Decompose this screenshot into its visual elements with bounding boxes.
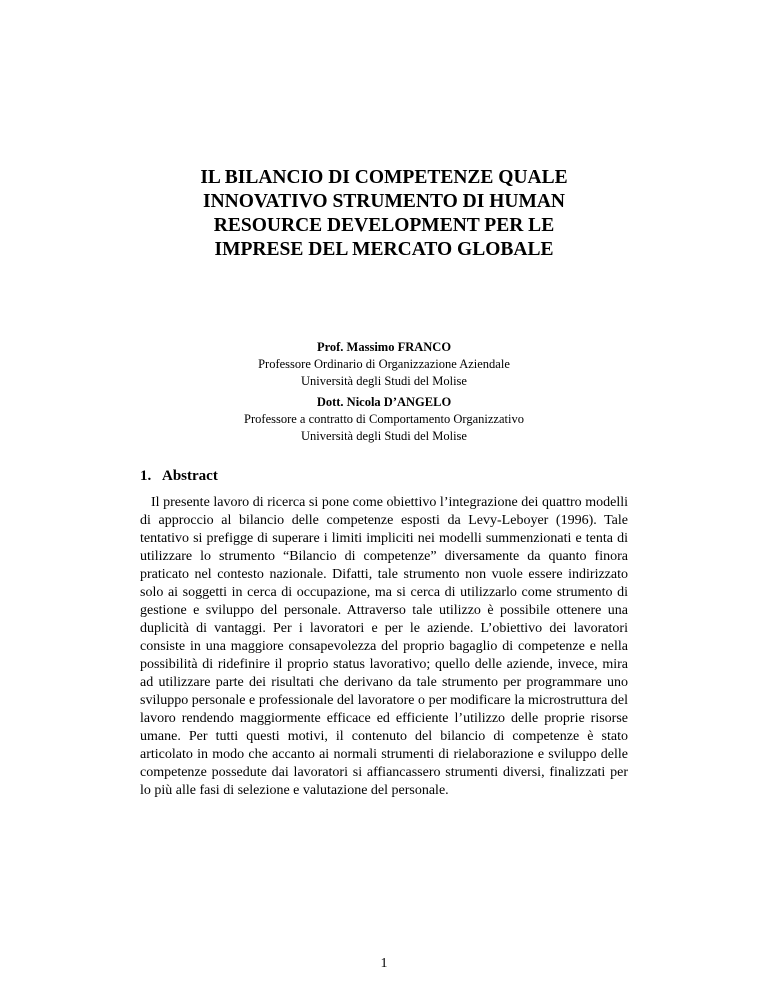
author-affiliation: Università degli Studi del Molise [301, 429, 467, 443]
page-number: 1 [380, 956, 388, 971]
section-number: 1. [140, 468, 152, 484]
title-line: IMPRESE DEL MERCATO GLOBALE [214, 239, 554, 260]
title-line: RESOURCE DEVELOPMENT PER LE [213, 215, 555, 236]
author-affiliation: Università degli Studi del Molise [301, 374, 467, 388]
author-block [134, 339, 634, 390]
author-role: Professore Ordinario di Organizzazione Aziendale [258, 357, 510, 371]
title-line: INNOVATIVO STRUMENTO DI HUMAN [202, 191, 566, 212]
section-heading [140, 467, 218, 485]
author-role: Professore a contratto di Comportamento Organizzativo [244, 412, 524, 426]
title-line: IL BILANCIO DI COMPETENZE QUALE [200, 167, 568, 188]
author-name: Dott. Nicola D’ANGELO [316, 395, 452, 409]
abstract-paragraph: Il presente lavoro di ricerca si pone come obiettivo l’integrazione dei quattro modelli di approccio al bilancio delle competenze esposti da Levy-Leboyer (1996). Tale tentativo si prefigge di superare i limiti impliciti nei modelli summenzionati e tenta di utilizzare lo strumento “Bilancio di competenze” diversamente da quanto finora praticato nel contesto nazionale. Difatti, tale strumento non vuole essere indirizzato solo ai soggetti in cerca di occupazione, ma si cerca di utilizzarlo come strumento di gestione e sviluppo del personale. Attraverso tale utilizzo è possibile ottenere una duplicità di vantaggi. Per i lavoratori e per le aziende. L’obiettivo dei lavoratori consiste in una maggiore consapevolezza del proprio bagaglio di competenze e nella possibilità di ridefinire il proprio status lavorativo; quello delle aziende, invece, mira ad utilizzare parte dei risultati che derivano da tale strumento per programmare uno sviluppo personale e professionale del lavoratore o per modificare la microstruttura del lavoro rendendo maggiormente efficace ed efficiente l’utilizzo delle proprie risorse umane. Per tutti questi motivi, il contenuto del bilancio di competenze è stato articolato in modo che accanto ai normali strumenti di rielaborazione e sviluppo delle competenze possedute dai lavoratori si affiancassero strumenti diversi, finalizzati per lo più alle fasi di selezione e valutazione del personale. [140, 495, 628, 798]
author-name: Prof. Massimo FRANCO [316, 340, 452, 354]
paper-title [150, 166, 618, 262]
author-block [134, 394, 634, 445]
section-title: Abstract [162, 468, 218, 484]
